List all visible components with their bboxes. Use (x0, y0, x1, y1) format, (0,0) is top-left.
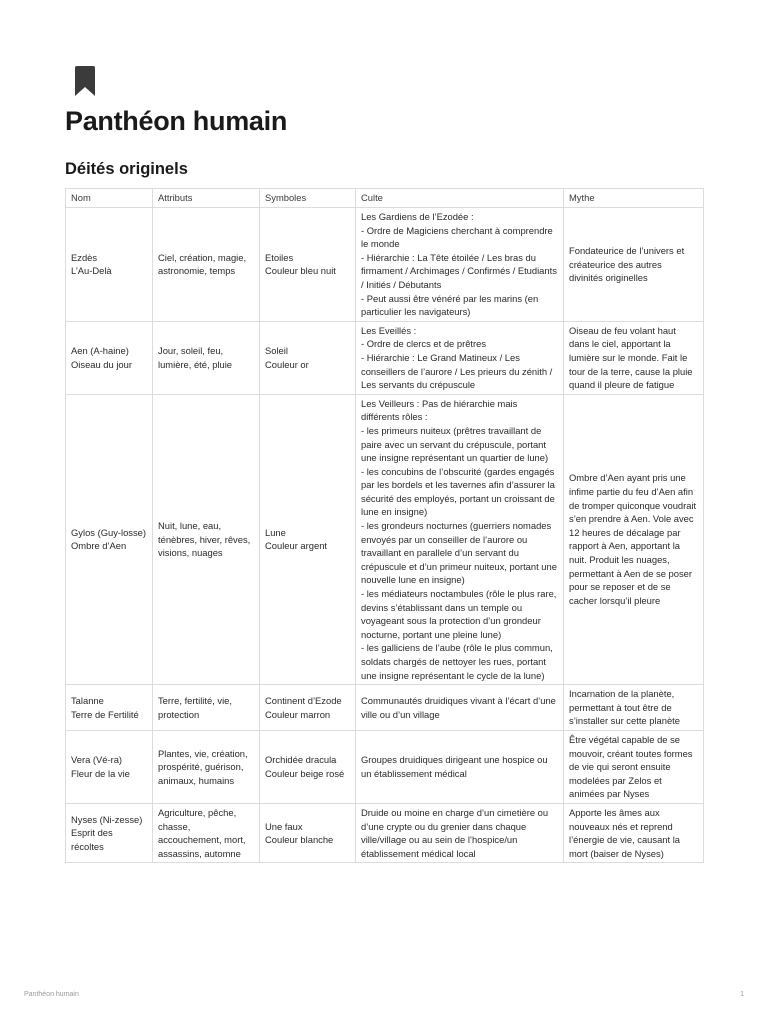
cell-culte: Les Veilleurs : Pas de hiérarchie mais différents rôles : - les primeurs nuiteux (prêtres travaillant de paire avec un servant du crépuscule, portant une insigne représentant un quartier de lune) - les concubins de l’obscurité (gardes engagés par les bordels et les tavernes afin d’assurer la sécurité des employés, portant un croissant de lune en insigne) - les grondeurs nocturnes (guerriers nomades envoyés par un conseiller de l’aurore ou travaillant en parallele d’un servant du crépuscule et d’un primeur nuiteux, portant une nouvelle lune en insigne) - les médiateurs noctambules (rôle le plus rare, devins s’établissant dans un temple ou voyageant sous la protection d’un grondeur nocturne, portant une pleine lune) - les galliciens de l’aube (rôle le plus commun, soldats chargés de nettoyer les rues, portant une insigne représentant le cycle de la lune) (356, 394, 564, 684)
bookmark-icon (75, 66, 95, 96)
footer-document-title: Panthéon humain (24, 991, 79, 998)
cell-mythe: Apporte les âmes aux nouveaux nés et reprend l’énergie de vie, causant la mort (baiser de Nyses) (564, 803, 704, 862)
table-row (66, 208, 704, 322)
table-row (66, 730, 704, 803)
cell-attributs: Ciel, création, magie, astronomie, temps (153, 208, 260, 322)
cell-mythe: Incarnation de la planète, permettant à tout être de s’installer sur cette planète (564, 685, 704, 731)
cell-mythe: Fondateurice de l’univers et créateurice des autres divinités originelles (564, 208, 704, 322)
cell-symboles: Soleil Couleur or (260, 321, 356, 394)
cell-nom: Aen (A-haine) Oiseau du jour (66, 321, 153, 394)
page-title: Panthéon humain (65, 106, 288, 136)
column-header-symboles: Symboles (260, 189, 356, 208)
table-row (66, 685, 704, 731)
deities-table (65, 188, 704, 863)
cell-attributs: Plantes, vie, création, prospérité, guérison, animaux, humains (153, 730, 260, 803)
cell-culte: Communautés druidiques vivant à l’écart d’une ville ou d’un village (356, 685, 564, 731)
cell-attributs: Jour, soleil, feu, lumière, été, pluie (153, 321, 260, 394)
section-title: Déités originels (65, 160, 188, 178)
cell-nom: Talanne Terre de Fertilité (66, 685, 153, 731)
footer-page-number: 1 (740, 991, 744, 998)
cell-attributs: Nuit, lune, eau, ténèbres, hiver, rêves, visions, nuages (153, 394, 260, 684)
cell-culte: Groupes druidiques dirigeant une hospice ou un établissement médical (356, 730, 564, 803)
cell-mythe: Être végétal capable de se mouvoir, créant toutes formes de vie qui seront ensuite modelées par Zelos et animées par Nyses (564, 730, 704, 803)
table-row (66, 394, 704, 684)
column-header-mythe: Mythe (564, 189, 704, 208)
cell-nom: Vera (Vé-ra) Fleur de la vie (66, 730, 153, 803)
cell-nom: Gylos (Guy-losse) Ombre d’Aen (66, 394, 153, 684)
table-row (66, 321, 704, 394)
cell-attributs: Terre, fertilité, vie, protection (153, 685, 260, 731)
cell-mythe: Ombre d’Aen ayant pris une infime partie du feu d’Aen afin de tromper quiconque voudrait s’en prendre à Aen. Vole avec 12 heures de décalage par rapport à Aen, apportant la nuit. Produit les nuages, permettant à Aen de se poser pour se reposer et de se cacher lorsqu’il pleure (564, 394, 704, 684)
cell-symboles: Continent d’Ezode Couleur marron (260, 685, 356, 731)
cell-symboles: Une faux Couleur blanche (260, 803, 356, 862)
table-header-row (66, 189, 704, 208)
column-header-attributs: Attributs (153, 189, 260, 208)
cell-symboles: Orchidée dracula Couleur beige rosé (260, 730, 356, 803)
cell-nom: Nyses (Ni-zesse) Esprit des récoltes (66, 803, 153, 862)
cell-symboles: Lune Couleur argent (260, 394, 356, 684)
cell-attributs: Agriculture, pêche, chasse, accouchement, mort, assassins, automne (153, 803, 260, 862)
cell-mythe: Oiseau de feu volant haut dans le ciel, apportant la lumière sur le monde. Fait le tour de la terre, cause la pluie quand il pleure de fatigue (564, 321, 704, 394)
cell-culte: Les Eveillés : - Ordre de clercs et de prêtres - Hiérarchie : Le Grand Matineux / Les conseillers de l’aurore / Les prieurs du zénith / Les servants du crépuscule (356, 321, 564, 394)
cell-nom: Ezdès L’Au-Delà (66, 208, 153, 322)
cell-symboles: Etoiles Couleur bleu nuit (260, 208, 356, 322)
column-header-nom: Nom (66, 189, 153, 208)
cell-culte: Les Gardiens de l’Ezodée : - Ordre de Magiciens cherchant à comprendre le monde - Hiérarchie : La Tête étoilée / Les bras du firmament / Archimages / Confirmés / Etudiants / Initiés / Débutants - Peut aussi être vénéré par les marins (en particulier les navigateurs) (356, 208, 564, 322)
table-row (66, 803, 704, 862)
cell-culte: Druide ou moine en charge d’un cimetière ou d’une crypte ou du grenier dans chaque ville/village ou au sein de l’hospice/un établissement médical local (356, 803, 564, 862)
column-header-culte: Culte (356, 189, 564, 208)
